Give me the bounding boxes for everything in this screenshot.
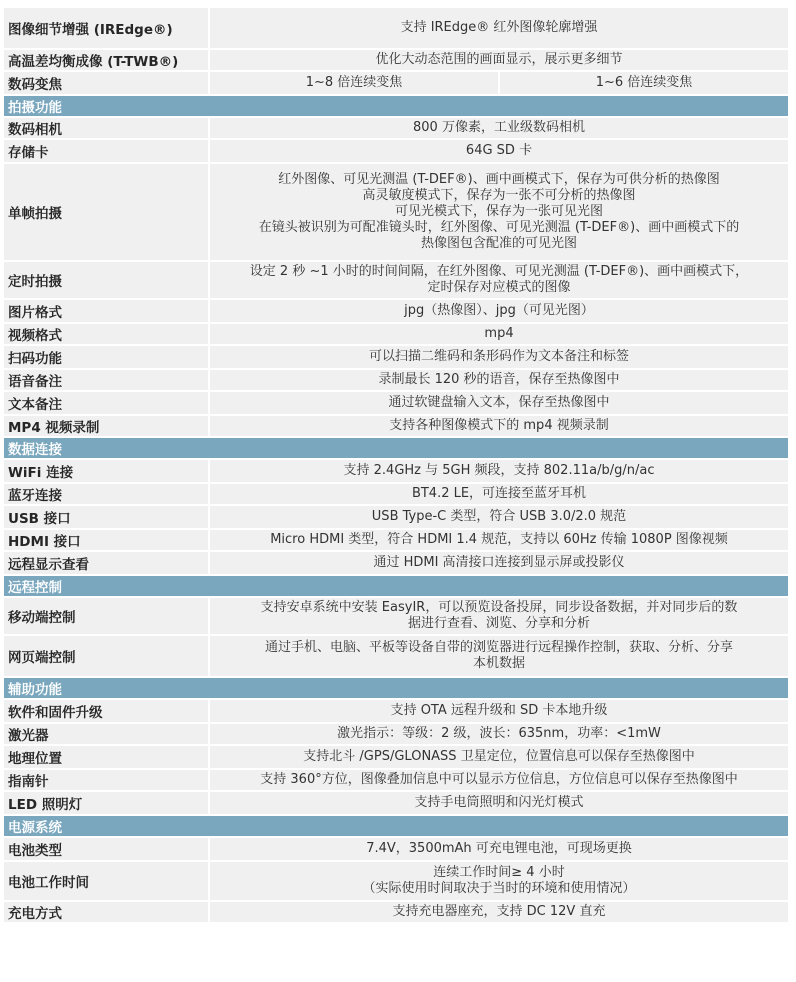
spec-value-line: 高灵敏度模式下，保存为一张不可分析的热像图 xyxy=(362,188,636,203)
spec-label: 地理位置 xyxy=(4,746,210,768)
spec-value-line: 定时保存对应模式的图像 xyxy=(427,280,571,295)
spec-label: 图片格式 xyxy=(4,300,210,322)
spec-row xyxy=(4,636,788,678)
section-header: 远程控制 xyxy=(4,576,788,598)
spec-value xyxy=(210,700,788,722)
spec-label: 蓝牙连接 xyxy=(4,484,210,504)
spec-value xyxy=(210,552,788,574)
spec-value-line: 1~6 倍连续变焦 xyxy=(498,72,788,94)
spec-label: 定时拍摄 xyxy=(4,262,210,298)
spec-row xyxy=(4,72,788,96)
spec-value-line: 录制最长 120 秒的语音，保存至热像图中 xyxy=(378,372,620,387)
spec-label: 远程显示查看 xyxy=(4,552,210,574)
spec-label: USB 接口 xyxy=(4,506,210,528)
spec-value-line: 7.4V，3500mAh 可充电锂电池，可现场更换 xyxy=(366,841,632,856)
spec-label: 电池工作时间 xyxy=(4,862,210,900)
spec-value-line: 支持北斗 /GPS/GLONASS 卫星定位，位置信息可以保存至热像图中 xyxy=(303,749,695,764)
spec-value-line: 热像图包含配准的可见光图 xyxy=(420,236,577,251)
spec-row xyxy=(4,506,788,530)
spec-value xyxy=(210,346,788,368)
spec-value-line: 可见光模式下，保存为一张可见光图 xyxy=(394,204,603,219)
spec-label: 文本备注 xyxy=(4,392,210,414)
spec-value-line: 可以扫描二维码和条形码作为文本备注和标签 xyxy=(368,349,629,364)
spec-value-line: 支持手电筒照明和闪光灯模式 xyxy=(414,795,584,810)
spec-row xyxy=(4,862,788,902)
spec-label: 图像细节增强 (IREdge®) xyxy=(4,8,210,48)
spec-value-line: 本机数据 xyxy=(472,656,525,671)
spec-value-line: 800 万像素，工业级数码相机 xyxy=(413,120,585,135)
spec-value-line: USB Type-C 类型，符合 USB 3.0/2.0 规范 xyxy=(371,509,627,524)
spec-value xyxy=(210,862,788,900)
spec-row xyxy=(4,792,788,816)
spec-value-line: Micro HDMI 类型，符合 HDMI 1.4 规范，支持以 60Hz 传输 1080P 图像视频 xyxy=(270,532,728,547)
spec-value xyxy=(210,300,788,322)
spec-row xyxy=(4,370,788,392)
spec-value-line: （实际使用时间取决于当时的环境和使用情况） xyxy=(362,881,636,896)
section-header: 数据连接 xyxy=(4,438,788,460)
spec-value xyxy=(210,484,788,504)
spec-value-line: 连续工作时间≥ 4 小时 xyxy=(433,865,565,880)
spec-value xyxy=(210,370,788,390)
spec-value-line: 支持各种图像模式下的 mp4 视频录制 xyxy=(389,418,609,433)
spec-value-line: 激光指示：等级：2 级，波长：635nm，功率：<1mW xyxy=(337,726,661,741)
spec-label: HDMI 接口 xyxy=(4,530,210,550)
spec-table xyxy=(4,8,788,924)
spec-row xyxy=(4,8,788,50)
spec-label: 单帧拍摄 xyxy=(4,164,210,260)
spec-row xyxy=(4,262,788,300)
spec-value-line: jpg（热像图）、jpg（可见光图） xyxy=(404,303,594,318)
spec-value-line: 在镜头被识别为可配准镜头时，红外图像、可见光测温 (T-DEF®)、画中画模式下的 xyxy=(258,220,740,235)
spec-value xyxy=(210,324,788,344)
spec-label: 高温差均衡成像 (T-TWB®) xyxy=(4,50,210,70)
section-header: 电源系统 xyxy=(4,816,788,838)
spec-value xyxy=(210,460,788,482)
spec-value xyxy=(210,636,788,676)
spec-label: MP4 视频录制 xyxy=(4,416,210,436)
spec-value xyxy=(210,506,788,528)
spec-row xyxy=(4,484,788,506)
spec-value-line: 64G SD 卡 xyxy=(465,143,533,158)
spec-value-line: 据进行查看、浏览、分享和分析 xyxy=(407,616,590,631)
spec-label: 充电方式 xyxy=(4,902,210,922)
spec-value xyxy=(210,164,788,260)
spec-label: 数码变焦 xyxy=(4,72,210,94)
spec-label: 激光器 xyxy=(4,724,210,744)
spec-row xyxy=(4,530,788,552)
spec-label: 语音备注 xyxy=(4,370,210,390)
spec-value xyxy=(210,416,788,436)
spec-value xyxy=(210,262,788,298)
spec-value-line: 通过手机、电脑、平板等设备自带的浏览器进行远程操作控制，获取、分析、分享 xyxy=(264,640,733,655)
spec-row xyxy=(4,416,788,438)
spec-row xyxy=(4,164,788,262)
spec-row xyxy=(4,902,788,924)
spec-value xyxy=(210,530,788,550)
spec-value-line: 支持 IREdge® 红外图像轮廓增强 xyxy=(400,20,598,35)
spec-value xyxy=(210,392,788,414)
spec-row xyxy=(4,392,788,416)
spec-label: 软件和固件升级 xyxy=(4,700,210,722)
spec-value xyxy=(210,746,788,768)
spec-row xyxy=(4,746,788,770)
spec-row xyxy=(4,140,788,164)
spec-row xyxy=(4,598,788,636)
spec-value-line: 支持安卓系统中安装 EasyIR，可以预览设备投屏，同步设备数据，并对同步后的数 xyxy=(260,600,738,615)
spec-value-line: 通过软键盘输入文本，保存至热像图中 xyxy=(388,395,610,410)
spec-row xyxy=(4,346,788,370)
spec-row xyxy=(4,118,788,140)
spec-value xyxy=(210,140,788,162)
spec-value-line: 支持 360°方位，图像叠加信息中可以显示方位信息，方位信息可以保存至热像图中 xyxy=(260,772,738,787)
spec-label: 网页端控制 xyxy=(4,636,210,676)
spec-row xyxy=(4,770,788,792)
spec-value-line: 支持 2.4GHz 与 5GH 频段，支持 802.11a/b/g/n/ac xyxy=(343,463,655,478)
spec-value xyxy=(210,50,788,70)
spec-value-line: 支持 OTA 远程升级和 SD 卡本地升级 xyxy=(390,703,608,718)
spec-label: 移动端控制 xyxy=(4,598,210,634)
spec-value-line: mp4 xyxy=(484,326,514,341)
spec-label: 数码相机 xyxy=(4,118,210,138)
spec-label: WiFi 连接 xyxy=(4,460,210,482)
spec-row xyxy=(4,700,788,724)
spec-row xyxy=(4,460,788,484)
spec-value xyxy=(210,902,788,922)
spec-value xyxy=(210,724,788,744)
spec-value-line: 支持充电器座充，支持 DC 12V 直充 xyxy=(392,904,606,919)
spec-value xyxy=(210,770,788,790)
spec-value xyxy=(210,792,788,814)
spec-row xyxy=(4,724,788,746)
spec-value xyxy=(210,598,788,634)
spec-value-line: 通过 HDMI 高清接口连接到显示屏或投影仪 xyxy=(373,555,625,570)
spec-label: 存储卡 xyxy=(4,140,210,162)
spec-value xyxy=(210,8,788,48)
spec-value-line: BT4.2 LE，可连接至蓝牙耳机 xyxy=(411,486,587,501)
spec-value-line: 1~8 倍连续变焦 xyxy=(305,75,403,90)
spec-row xyxy=(4,300,788,324)
spec-value-line: 设定 2 秒 ~1 小时的时间间隔，在红外图像、可见光测温 (T-DEF®)、画中画模式下， xyxy=(249,264,749,279)
spec-label: 电池类型 xyxy=(4,838,210,860)
spec-row xyxy=(4,324,788,346)
spec-value-line: 红外图像、可见光测温 (T-DEF®)、画中画模式下，保存为可供分析的热像图 xyxy=(278,172,720,187)
spec-label: 扫码功能 xyxy=(4,346,210,368)
section-header: 辅助功能 xyxy=(4,678,788,700)
spec-row xyxy=(4,50,788,72)
spec-value xyxy=(210,72,788,94)
spec-label: 指南针 xyxy=(4,770,210,790)
spec-label: 视频格式 xyxy=(4,324,210,344)
spec-value xyxy=(210,118,788,138)
spec-row xyxy=(4,552,788,576)
spec-label: LED 照明灯 xyxy=(4,792,210,814)
spec-value xyxy=(210,838,788,860)
spec-row xyxy=(4,838,788,862)
spec-value-line: 优化大动态范围的画面显示，展示更多细节 xyxy=(375,52,623,67)
section-header: 拍摄功能 xyxy=(4,96,788,118)
